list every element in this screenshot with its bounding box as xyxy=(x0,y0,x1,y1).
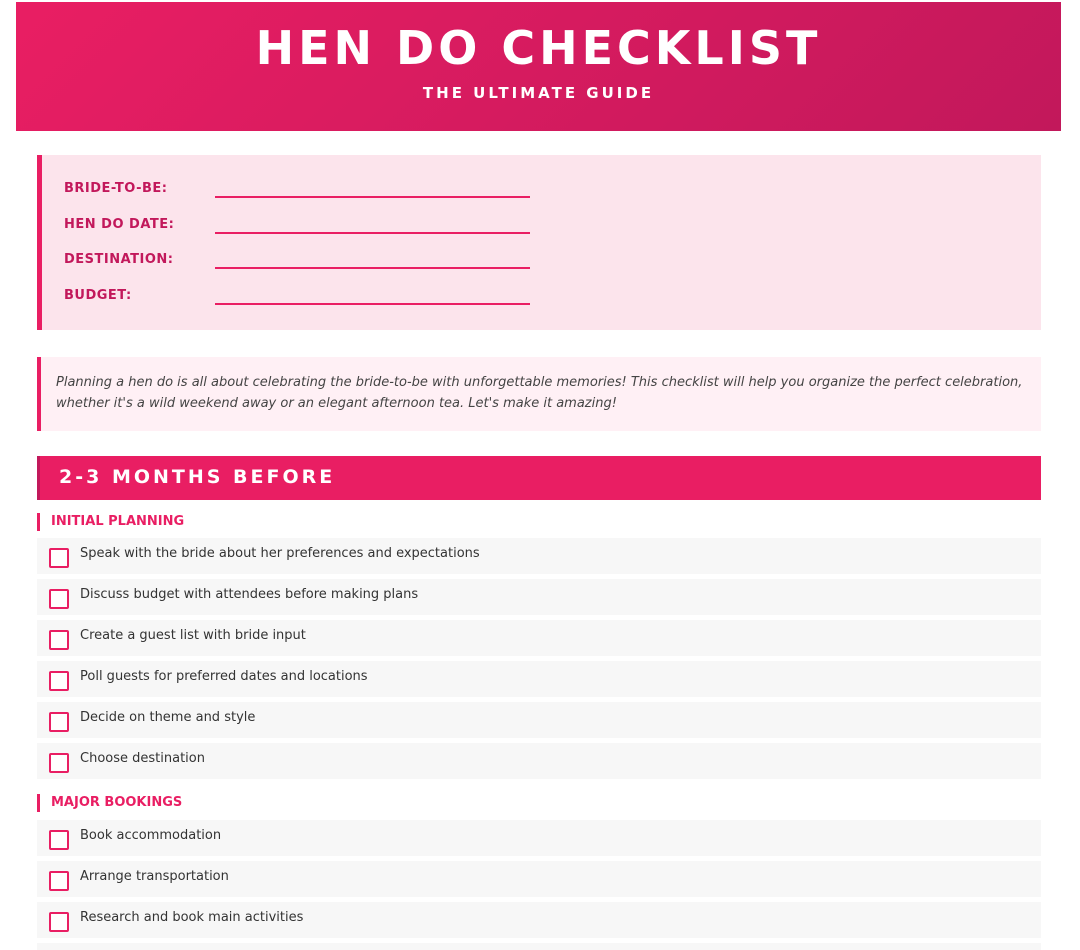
group-title-initial-planning: INITIAL PLANNING xyxy=(37,513,184,531)
checklist-item xyxy=(37,902,1041,938)
bride-field[interactable] xyxy=(215,196,530,198)
details-box xyxy=(37,155,1041,330)
bride-label: BRIDE-TO-BE: xyxy=(64,181,168,196)
budget-label: BUDGET: xyxy=(64,288,132,303)
checkbox[interactable] xyxy=(49,630,69,650)
checklist-item-label: Arrange transportation xyxy=(80,869,229,884)
info-row-budget xyxy=(64,288,524,308)
page-subtitle: THE ULTIMATE GUIDE xyxy=(422,84,655,102)
checklist-item xyxy=(37,579,1041,615)
intro-box xyxy=(37,357,1041,431)
checklist-item xyxy=(37,861,1041,897)
checkbox[interactable] xyxy=(49,712,69,732)
checkbox[interactable] xyxy=(49,589,69,609)
intro-text: Planning a hen do is all about celebrating the bride-to-be with unforgettable memories! This checklist will help you organize the perfect celebration, whether it's a wild weekend away or an elegant afternoon tea. Let's make it amazing! xyxy=(56,375,1023,411)
checklist-item-label: Research and book main activities xyxy=(80,910,304,925)
checkbox[interactable] xyxy=(49,912,69,932)
checkbox[interactable] xyxy=(49,871,69,891)
checklist-item xyxy=(37,743,1041,779)
checklist-item-label: Create a guest list with bride input xyxy=(80,628,306,643)
checklist-item xyxy=(37,702,1041,738)
checklist-item xyxy=(37,661,1041,697)
budget-field[interactable] xyxy=(215,303,530,305)
page-title: HEN DO CHECKLIST xyxy=(255,21,822,75)
destination-field[interactable] xyxy=(215,267,530,269)
checklist-item-label: Discuss budget with attendees before making plans xyxy=(80,587,419,602)
checklist-item-label: Choose destination xyxy=(80,751,205,766)
checkbox[interactable] xyxy=(49,671,69,691)
checklist-item-label: Poll guests for preferred dates and locations xyxy=(80,669,368,684)
page-header xyxy=(16,2,1061,131)
group-title-major-bookings: MAJOR BOOKINGS xyxy=(37,794,182,812)
checklist-item xyxy=(37,820,1041,856)
checklist-item-label: Speak with the bride about her preferences and expectations xyxy=(80,546,480,561)
checklist-item xyxy=(37,538,1041,574)
checkbox[interactable] xyxy=(49,830,69,850)
checklist-item-label: Decide on theme and style xyxy=(80,710,256,725)
checklist-item xyxy=(37,943,1041,950)
checkbox[interactable] xyxy=(49,548,69,568)
date-label: HEN DO DATE: xyxy=(64,217,175,232)
info-row-destination xyxy=(64,252,524,272)
info-row-date xyxy=(64,217,524,237)
checklist-item-label: Book accommodation xyxy=(80,828,222,843)
info-row-bride xyxy=(64,181,524,201)
checkbox[interactable] xyxy=(49,753,69,773)
checklist-item xyxy=(37,620,1041,656)
destination-label: DESTINATION: xyxy=(64,252,174,267)
date-field[interactable] xyxy=(215,232,530,234)
section-title: 2-3 MONTHS BEFORE xyxy=(37,456,1041,500)
